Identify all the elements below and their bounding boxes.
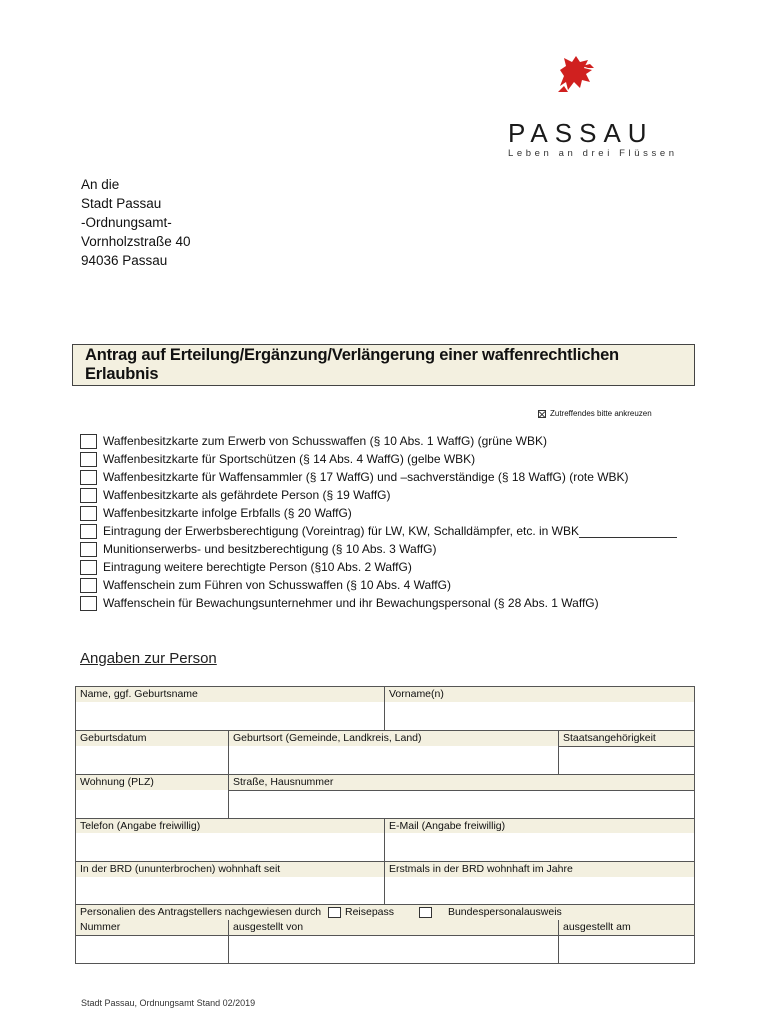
identity-proof-row — [76, 904, 694, 920]
permit-option[interactable] — [80, 468, 677, 486]
checkbox[interactable] — [80, 596, 97, 611]
birth-place-field[interactable] — [228, 746, 558, 774]
option-label: Eintragung der Erwerbsberechtigung (Voreintrag) für LW, KW, Schalldämpfer, etc. in WBK — [103, 524, 579, 538]
permit-options-list — [80, 432, 677, 612]
birth-date-field[interactable] — [76, 746, 228, 774]
residence-since-field[interactable] — [76, 877, 384, 904]
residence-since-label: In der BRD (ununterbrochen) wohnhaft seit — [76, 861, 384, 877]
issued-by-label: ausgestellt von — [228, 920, 558, 935]
address-line: -Ordnungsamt- — [81, 215, 172, 230]
option-label: Munitionserwerbs- und besitzberechtigung (§ 10 Abs. 3 WaffG) — [103, 542, 437, 556]
fill-in-line[interactable] — [579, 525, 677, 538]
issued-on-field[interactable] — [558, 935, 694, 963]
permit-option[interactable] — [80, 486, 677, 504]
email-field[interactable] — [384, 833, 694, 861]
id-card-checkbox[interactable] — [419, 907, 432, 918]
permit-option[interactable] — [80, 504, 677, 522]
first-name-field[interactable] — [384, 702, 694, 730]
passport-checkbox[interactable] — [328, 907, 341, 918]
personal-data-form — [75, 686, 695, 964]
nationality-label: Staatsangehörigkeit — [558, 730, 694, 746]
brand-tagline: Leben an drei Flüssen — [508, 148, 678, 159]
recipient-address — [81, 175, 191, 270]
identity-proof-label: Personalien des Antragstellers nachgewiesen durch — [80, 906, 322, 918]
address-line: 94036 Passau — [81, 253, 168, 268]
option-label: Waffenbesitzkarte zum Erwerb von Schusswaffen (§ 10 Abs. 1 WaffG) (grüne WBK) — [103, 434, 547, 448]
permit-option[interactable] — [80, 450, 677, 468]
permit-option[interactable] — [80, 558, 677, 576]
id-card-label: Bundespersonalausweis — [447, 906, 562, 918]
option-label: Waffenbesitzkarte für Sportschützen (§ 14 Abs. 4 WaffG) (gelbe WBK) — [103, 452, 476, 466]
crossed-checkbox-icon — [538, 410, 546, 418]
name-label: Name, ggf. Geburtsname — [76, 687, 384, 702]
nationality-field[interactable] — [558, 746, 694, 774]
first-name-label: Vorname(n) — [384, 687, 694, 702]
permit-option[interactable] — [80, 522, 677, 540]
form-title: Antrag auf Erteilung/Ergänzung/Verlängerung einer waffenrechtlichen Erlaubnis — [72, 344, 695, 386]
street-label: Straße, Hausnummer — [228, 774, 694, 790]
birth-date-label: Geburtsdatum — [76, 730, 228, 746]
permit-option[interactable] — [80, 432, 677, 450]
checkbox[interactable] — [80, 488, 97, 503]
email-label: E-Mail (Angabe freiwillig) — [384, 818, 694, 833]
checkbox[interactable] — [80, 434, 97, 449]
section-heading: Angaben zur Person — [80, 650, 217, 667]
name-field[interactable] — [76, 702, 384, 730]
option-label: Waffenbesitzkarte für Waffensammler (§ 17 WaffG) und –sachverständige (§ 18 WaffG) (rote WBK) — [103, 470, 629, 484]
issued-by-field[interactable] — [228, 935, 558, 963]
brand-name: PASSAU — [508, 118, 654, 148]
checkbox[interactable] — [80, 470, 97, 485]
instruction-hint — [538, 409, 652, 418]
number-field[interactable] — [76, 935, 228, 963]
checkbox[interactable] — [80, 506, 97, 521]
permit-option[interactable] — [80, 540, 677, 558]
checkbox[interactable] — [80, 560, 97, 575]
option-label: Waffenschein für Bewachungsunternehmer und ihr Bewachungspersonal (§ 28 Abs. 1 WaffG) — [103, 596, 599, 610]
phone-label: Telefon (Angabe freiwillig) — [76, 818, 384, 833]
issued-on-label: ausgestellt am — [558, 920, 694, 935]
postal-code-field[interactable] — [76, 790, 228, 818]
option-label: Waffenbesitzkarte infolge Erbfalls (§ 20 WaffG) — [103, 506, 352, 520]
address-line: An die — [81, 177, 120, 192]
first-residence-field[interactable] — [384, 877, 694, 904]
red-lion-icon — [552, 52, 598, 98]
footer-text: Stadt Passau, Ordnungsamt Stand 02/2019 — [81, 998, 256, 1008]
checkbox[interactable] — [80, 524, 97, 539]
checkbox[interactable] — [80, 452, 97, 467]
first-residence-label: Erstmals in der BRD wohnhaft im Jahre — [384, 861, 694, 877]
checkbox[interactable] — [80, 542, 97, 557]
checkbox[interactable] — [80, 578, 97, 593]
street-field[interactable] — [228, 790, 694, 818]
postal-code-label: Wohnung (PLZ) — [76, 774, 228, 790]
passport-label: Reisepass — [345, 906, 395, 918]
number-label: Nummer — [76, 920, 228, 935]
option-label: Waffenbesitzkarte als gefährdete Person (§ 19 WaffG) — [103, 488, 391, 502]
option-label: Eintragung weitere berechtigte Person (§10 Abs. 2 WaffG) — [103, 560, 412, 574]
birth-place-label: Geburtsort (Gemeinde, Landkreis, Land) — [228, 730, 558, 746]
permit-option[interactable] — [80, 576, 677, 594]
permit-option[interactable] — [80, 594, 677, 612]
instruction-text: Zutreffendes bitte ankreuzen — [550, 409, 652, 418]
option-label: Waffenschein zum Führen von Schusswaffen (§ 10 Abs. 4 WaffG) — [103, 578, 451, 592]
phone-field[interactable] — [76, 833, 384, 861]
address-line: Vornholzstraße 40 — [81, 234, 191, 249]
address-line: Stadt Passau — [81, 196, 162, 211]
